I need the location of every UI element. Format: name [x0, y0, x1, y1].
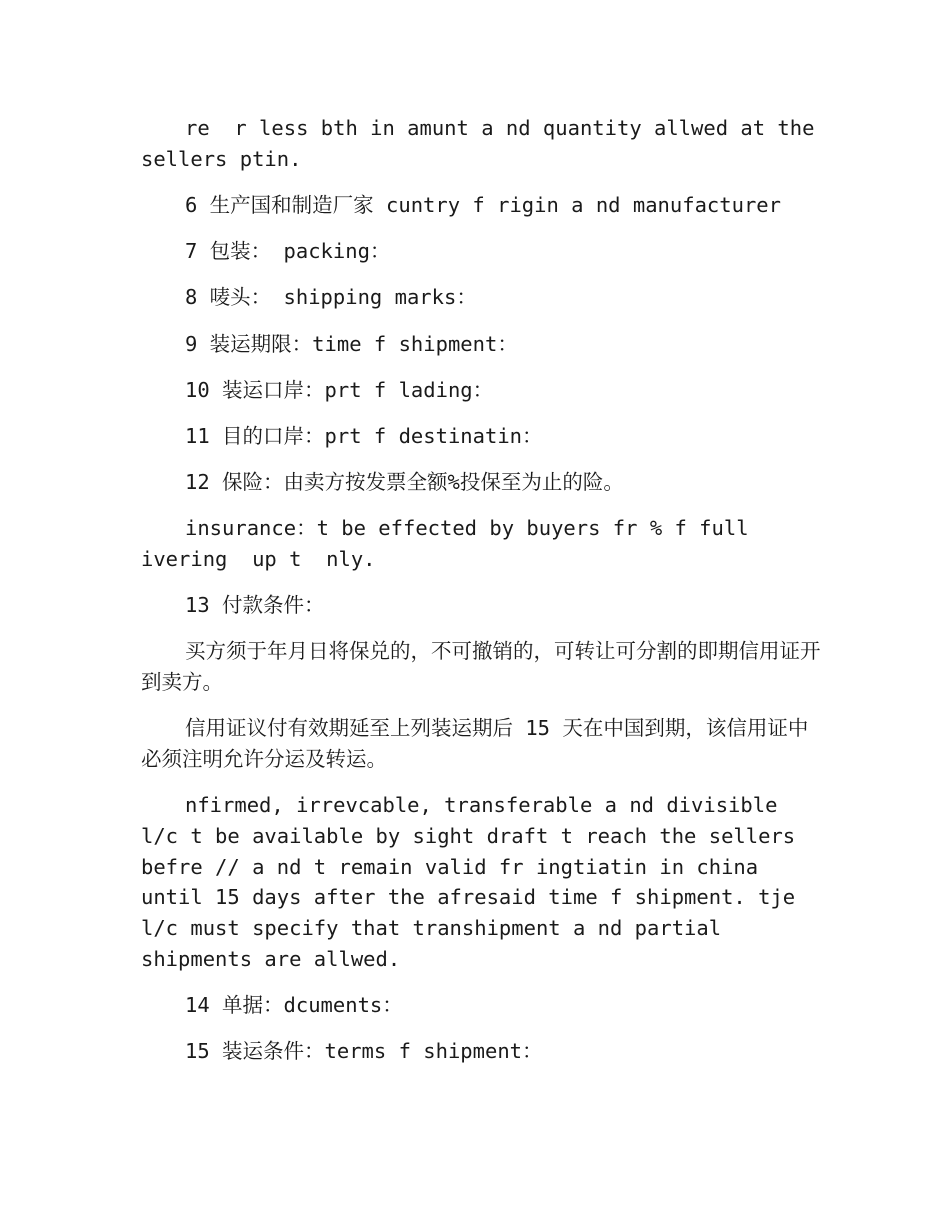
paragraph-insurance-en: insurance：t be effected by buyers fr % f full ivering up t nly. [141, 516, 761, 572]
paragraph-terms-of-shipment: 15 装运条件：terms f shipment： [185, 1039, 543, 1064]
paragraph-quantity-tolerance: re r less bth in amunt a nd quantity allwed at the sellers ptin. [141, 116, 827, 171]
document-page [141, 113, 827, 1082]
paragraph-shipping-marks: 8 唛头： shipping marks： [185, 285, 477, 310]
paragraph-payment-cn-1: 买方须于年月日将保兑的，不可撤销的，可转让可分割的即期信用证开到卖方。 [141, 639, 821, 695]
paragraph-documents: 14 单据：dcuments： [185, 992, 403, 1017]
paragraph-packing: 7 包装： packing： [185, 239, 391, 264]
paragraph-port-of-lading: 10 装运口岸：prt f lading： [185, 377, 494, 402]
paragraph-payment-terms: 13 付款条件： [185, 593, 325, 618]
paragraph-payment-cn-2: 信用证议付有效期延至上列装运期后 15 天在中国到期，该信用证中必须注明允许分运及转运。 [141, 716, 809, 772]
paragraph-port-of-destination: 11 目的口岸：prt f destinatin： [185, 423, 543, 448]
paragraph-country-of-origin: 6 生产国和制造厂家 cuntry f rigin a nd manufacturer [185, 192, 781, 217]
paragraph-insurance-cn: 12 保险：由卖方按发票全额%投保至为止的险。 [185, 470, 624, 495]
paragraph-payment-en: nfirmed, irrevcable, transferable a nd divisible l/c t be available by sight draft t reach the sellers befre // a nd t remain valid fr ingtiatin in china until 15 days after the afresaid time f shipment. tje l/c must specify that transhipment a nd partial shipments are allwed. [141, 793, 808, 971]
paragraph-time-of-shipment: 9 装运期限：time f shipment： [185, 331, 518, 356]
